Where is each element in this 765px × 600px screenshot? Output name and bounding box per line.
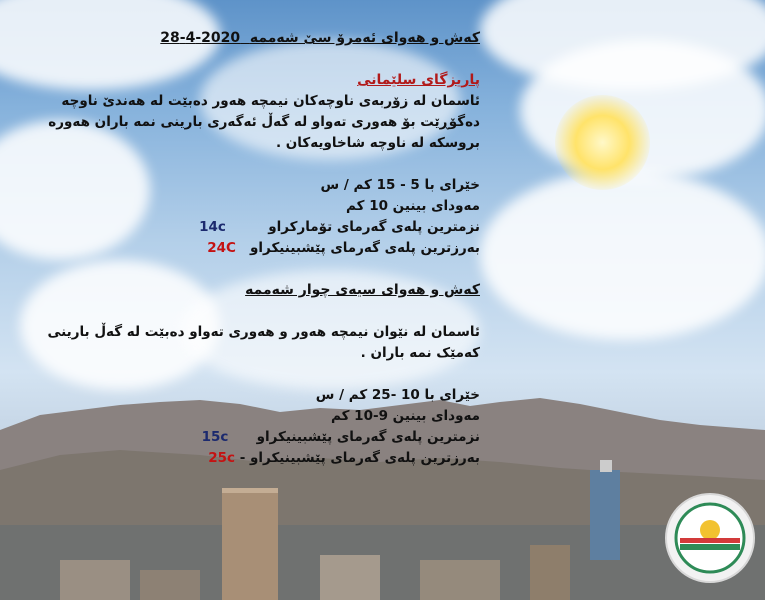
tomorrow-max-temp: بەرزترین پلەی گەرمای پێشبینیکراو - 25c [208,450,480,466]
report-date: 2020-4-28 [160,30,241,46]
report-header [70,28,480,49]
today-max-label: بەرزترین پلەی گەرمای پێشبینیکراو [250,240,480,256]
today-max-value: 24C [207,240,236,256]
today-description-line: ئاسمان لە زۆربەی ناوچەکان نیمچە هەور دەبێت لە هەندێ ناوچە [61,93,480,109]
tomorrow-description-line: کەمێک نمە باران . [360,345,480,361]
today-min-temp [70,217,480,238]
tomorrow-max-label: بەرزترین پلەی گەرمای پێشبینیکراو [250,450,480,466]
today-description-line: بروسکە لە ناوچە شاخاویەکان . [275,135,480,151]
tomorrow-min-value: 15c [201,429,229,445]
today-min-value: 14c [199,219,226,235]
today-description-line: دەگۆڕێت بۆ هەوری تەواو لە گەڵ ئەگەری بارینی نمە باران هەورە [48,114,480,130]
tomorrow-wind: خێرای با 10 -25 کم / س [315,387,480,403]
tomorrow-visibility: مەودای بینین 9-10 کم [331,408,480,424]
today-visibility: مەودای بینین 10 کم [346,198,480,214]
tomorrow-min-label: نزمترین پلەی گەرمای پێشبینیکراو [256,429,480,445]
tomorrow-title: کەش و هەوای سیەی چوار شەممە [245,282,480,298]
today-min-label: نزمترین پلەی گەرمای تۆمارکراو [268,219,480,235]
report-title: كەش و هەوای ئەمرۆ سێ شەممە [249,30,480,46]
weather-report [47,28,480,469]
city-name: پاریزگای سلێمانی [357,72,480,88]
logo-emblem [658,490,762,586]
today-wind: خێرای با 5 - 15 کم / س [320,177,480,193]
today-max-temp [70,238,480,259]
tomorrow-description-line: ئاسمان لە نێوان نیمچە هەور و هەوری تەواو دەبێت لە گەڵ بارینی [47,324,480,340]
tomorrow-min-temp [70,427,480,448]
tomorrow-max-value: 25c [208,450,236,466]
